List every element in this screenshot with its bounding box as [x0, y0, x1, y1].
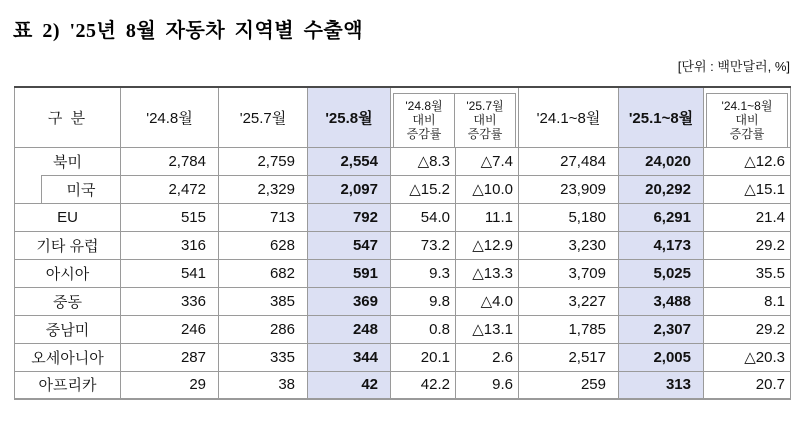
header-line: 대비 — [412, 113, 436, 128]
value-cell-mom-rate: △7.4 — [456, 147, 519, 175]
value-cell-cum-yoy-rate: △15.1 — [704, 175, 791, 203]
value-cell-cum-yoy-rate: 21.4 — [704, 203, 791, 231]
value-cell-mom-rate: 11.1 — [456, 203, 519, 231]
table-row — [15, 371, 791, 399]
value-cell-mom-rate: △13.3 — [456, 259, 519, 287]
table-row — [15, 287, 791, 315]
export-table — [14, 86, 791, 400]
value-cell-aug-2024: 287 — [121, 343, 219, 371]
col-header-aug-2025: '25.8월 — [308, 87, 391, 147]
value-cell-cum-2025: 24,020 — [619, 147, 704, 175]
value-cell-aug-2024: 316 — [121, 231, 219, 259]
col-header-cum-2024: '24.1~8월 — [519, 87, 619, 147]
value-cell-cum-2024: 3,709 — [519, 259, 619, 287]
table-row — [15, 315, 791, 343]
value-cell-cum-2025: 20,292 — [619, 175, 704, 203]
value-cell-jul-2025: 682 — [219, 259, 308, 287]
value-cell-cum-yoy-rate: △20.3 — [704, 343, 791, 371]
region-cell: EU — [15, 203, 121, 231]
sub-region-box: 미국 — [41, 175, 120, 203]
value-cell-jul-2025: 335 — [219, 343, 308, 371]
table-row — [15, 343, 791, 371]
value-cell-cum-2025: 3,488 — [619, 287, 704, 315]
header-line: '24.1~8월 — [721, 99, 773, 114]
value-cell-aug-2024: 541 — [121, 259, 219, 287]
value-cell-yoy-rate: 73.2 — [391, 231, 456, 259]
region-cell: 중남미 — [15, 315, 121, 343]
value-cell-cum-yoy-rate: 29.2 — [704, 231, 791, 259]
value-cell-cum-2024: 23,909 — [519, 175, 619, 203]
table-row — [15, 231, 791, 259]
region-cell: 아시아 — [15, 259, 121, 287]
change-rate-box — [393, 93, 516, 147]
value-cell-mom-rate: 2.6 — [456, 343, 519, 371]
header-line: 증감률 — [729, 127, 765, 142]
table-row — [15, 259, 791, 287]
header-line: 증감률 — [406, 127, 442, 142]
value-cell-cum-yoy-rate: 20.7 — [704, 371, 791, 399]
value-cell-cum-2024: 259 — [519, 371, 619, 399]
value-cell-jul-2025: 38 — [219, 371, 308, 399]
value-cell-aug-2025: 547 — [308, 231, 391, 259]
value-cell-mom-rate: △12.9 — [456, 231, 519, 259]
value-cell-jul-2025: 713 — [219, 203, 308, 231]
col-header-cum-2025: '25.1~8월 — [619, 87, 704, 147]
region-cell: 북미 — [15, 147, 121, 175]
table-row — [15, 147, 791, 175]
header-line: 대비 — [735, 113, 759, 128]
col-header-cum-yoy-lines — [707, 94, 787, 147]
header-line: '25.7월 — [466, 99, 504, 114]
value-cell-aug-2025: 2,097 — [308, 175, 391, 203]
table-row — [15, 175, 791, 203]
value-cell-aug-2025: 42 — [308, 371, 391, 399]
value-cell-aug-2024: 2,784 — [121, 147, 219, 175]
value-cell-yoy-rate: 9.3 — [391, 259, 456, 287]
region-cell: 오세아니아 — [15, 343, 121, 371]
value-cell-yoy-rate: △8.3 — [391, 147, 456, 175]
value-cell-mom-rate: 9.6 — [456, 371, 519, 399]
header-line: '24.8월 — [405, 99, 443, 114]
col-header-change-rate-group — [391, 87, 519, 147]
value-cell-cum-2025: 2,005 — [619, 343, 704, 371]
value-cell-cum-2025: 313 — [619, 371, 704, 399]
col-header-mom-rate — [454, 94, 515, 147]
value-cell-aug-2024: 336 — [121, 287, 219, 315]
value-cell-aug-2025: 591 — [308, 259, 391, 287]
value-cell-aug-2025: 344 — [308, 343, 391, 371]
value-cell-yoy-rate: △15.2 — [391, 175, 456, 203]
value-cell-yoy-rate: 9.8 — [391, 287, 456, 315]
value-cell-aug-2024: 246 — [121, 315, 219, 343]
col-header-yoy-rate — [394, 94, 454, 147]
value-cell-cum-yoy-rate: 35.5 — [704, 259, 791, 287]
cum-change-rate-box — [706, 93, 788, 147]
region-cell: 아프리카 — [15, 371, 121, 399]
value-cell-jul-2025: 628 — [219, 231, 308, 259]
value-cell-yoy-rate: 54.0 — [391, 203, 456, 231]
value-cell-cum-yoy-rate: 8.1 — [704, 287, 791, 315]
value-cell-cum-2024: 3,230 — [519, 231, 619, 259]
unit-label: [단위 : 백만달러, %] — [677, 59, 790, 74]
col-header-jul-2025: '25.7월 — [219, 87, 308, 147]
value-cell-jul-2025: 385 — [219, 287, 308, 315]
col-header-cum-yoy-rate — [704, 87, 791, 147]
table-title: 표 2) '25년 8월 자동차 지역별 수출액 — [13, 20, 364, 42]
value-cell-aug-2025: 792 — [308, 203, 391, 231]
value-cell-cum-2025: 2,307 — [619, 315, 704, 343]
col-header-category: 구 분 — [15, 87, 121, 147]
value-cell-cum-2024: 3,227 — [519, 287, 619, 315]
value-cell-aug-2025: 369 — [308, 287, 391, 315]
value-cell-cum-2024: 27,484 — [519, 147, 619, 175]
value-cell-yoy-rate: 0.8 — [391, 315, 456, 343]
value-cell-yoy-rate: 20.1 — [391, 343, 456, 371]
value-cell-cum-2024: 5,180 — [519, 203, 619, 231]
value-cell-mom-rate: △10.0 — [456, 175, 519, 203]
value-cell-jul-2025: 286 — [219, 315, 308, 343]
value-cell-aug-2024: 515 — [121, 203, 219, 231]
value-cell-aug-2024: 29 — [121, 371, 219, 399]
value-cell-jul-2025: 2,329 — [219, 175, 308, 203]
header-line: 대비 — [473, 113, 497, 128]
value-cell-cum-yoy-rate: 29.2 — [704, 315, 791, 343]
value-cell-aug-2025: 248 — [308, 315, 391, 343]
value-cell-cum-2024: 1,785 — [519, 315, 619, 343]
value-cell-cum-2025: 5,025 — [619, 259, 704, 287]
region-cell — [15, 175, 121, 203]
table-row — [15, 203, 791, 231]
value-cell-mom-rate: △13.1 — [456, 315, 519, 343]
header-row — [15, 87, 791, 147]
value-cell-aug-2024: 2,472 — [121, 175, 219, 203]
value-cell-aug-2025: 2,554 — [308, 147, 391, 175]
value-cell-mom-rate: △4.0 — [456, 287, 519, 315]
header-line: 증감률 — [467, 127, 503, 142]
table-body — [15, 147, 791, 399]
region-cell: 기타 유럽 — [15, 231, 121, 259]
value-cell-jul-2025: 2,759 — [219, 147, 308, 175]
col-header-aug-2024: '24.8월 — [121, 87, 219, 147]
value-cell-yoy-rate: 42.2 — [391, 371, 456, 399]
region-cell: 중동 — [15, 287, 121, 315]
value-cell-cum-2025: 6,291 — [619, 203, 704, 231]
value-cell-cum-2024: 2,517 — [519, 343, 619, 371]
value-cell-cum-yoy-rate: △12.6 — [704, 147, 791, 175]
value-cell-cum-2025: 4,173 — [619, 231, 704, 259]
